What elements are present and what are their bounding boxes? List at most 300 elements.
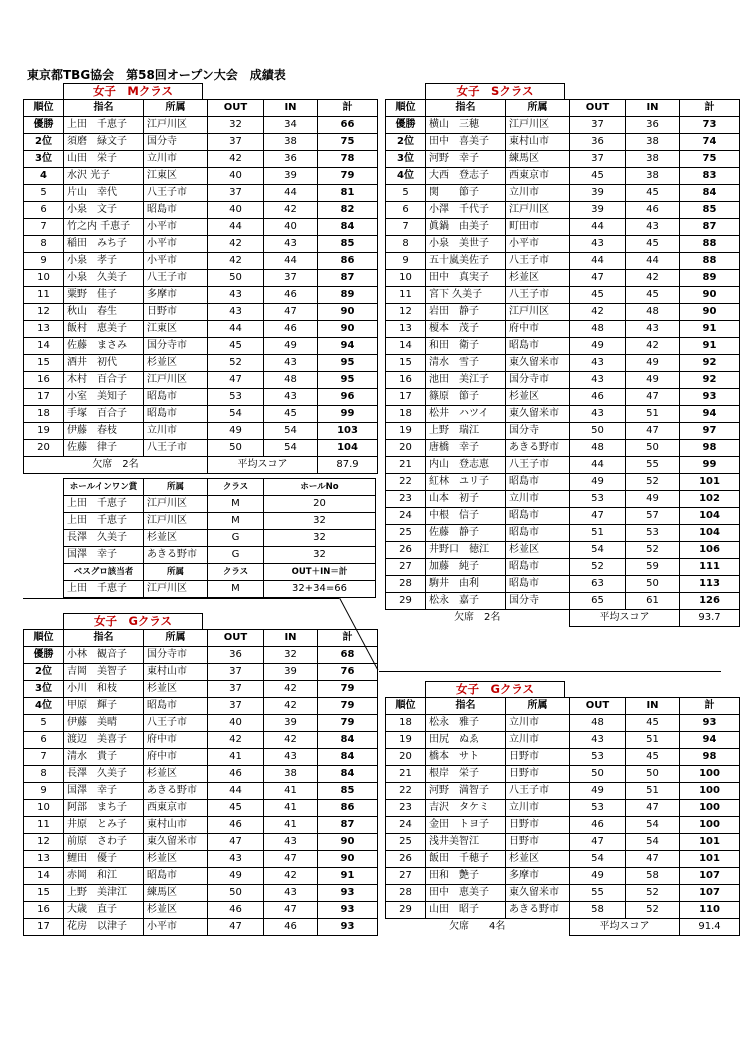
rank-cell: 18 <box>24 406 64 423</box>
name-cell: 伊藤 美晴 <box>64 715 144 732</box>
table-row <box>386 749 740 766</box>
affiliation-cell: 杉並区 <box>144 902 208 919</box>
name-cell: 紅林 ユリ子 <box>426 474 506 491</box>
affiliation-cell: 昭島市 <box>144 868 208 885</box>
out-cell: 43 <box>570 372 626 389</box>
rank-cell: 5 <box>386 185 426 202</box>
in-cell: 53 <box>626 525 680 542</box>
name-cell: 佐藤 静子 <box>426 525 506 542</box>
class-cell: M <box>208 496 264 513</box>
rank-cell: 21 <box>386 457 426 474</box>
affiliation-cell: 小平市 <box>144 219 208 236</box>
total-cell: 84 <box>318 219 378 236</box>
total-cell: 94 <box>680 406 740 423</box>
name-cell: 河野 満智子 <box>426 783 506 800</box>
affiliation-cell: 国分寺市 <box>144 647 208 664</box>
name-cell: 松井 ハツイ <box>426 406 506 423</box>
name-cell: 山田 栄子 <box>64 151 144 168</box>
g-class-cont-label: 女子 Gクラス <box>425 681 565 697</box>
table-row <box>24 321 378 338</box>
affiliation-cell: あきる野市 <box>144 547 208 564</box>
total-cell: 93 <box>318 919 378 936</box>
column-header: 計 <box>318 630 378 647</box>
out-cell: 65 <box>570 593 626 610</box>
name-cell: 上野 瑞江 <box>426 423 506 440</box>
name-cell: 佐藤 まさみ <box>64 338 144 355</box>
total-cell: 85 <box>318 783 378 800</box>
affiliation-cell: 国分寺 <box>144 134 208 151</box>
out-cell: 54 <box>570 542 626 559</box>
in-cell: 52 <box>626 474 680 491</box>
m-class-section <box>23 99 378 474</box>
total-cell: 113 <box>680 576 740 593</box>
name-cell: 甲原 輝子 <box>64 698 144 715</box>
out-cell: 45 <box>208 800 264 817</box>
name-cell: 河野 幸子 <box>426 151 506 168</box>
name-cell: 吉岡 美智子 <box>64 664 144 681</box>
rank-cell: 17 <box>386 389 426 406</box>
total-cell: 98 <box>680 749 740 766</box>
name-cell: 須磨 緑文子 <box>64 134 144 151</box>
out-cell: 53 <box>570 800 626 817</box>
rank-cell: 29 <box>386 593 426 610</box>
affiliation-cell: 練馬区 <box>506 151 570 168</box>
out-cell: 53 <box>570 749 626 766</box>
table-row <box>386 440 740 457</box>
out-cell: 37 <box>208 698 264 715</box>
name-cell: 松永 嘉子 <box>426 593 506 610</box>
in-cell: 43 <box>264 885 318 902</box>
name-cell: 山田 昭子 <box>426 902 506 919</box>
out-cell: 43 <box>570 732 626 749</box>
summary-row <box>24 457 378 474</box>
in-cell: 48 <box>264 372 318 389</box>
out-cell: 39 <box>570 202 626 219</box>
rank-cell: 25 <box>386 525 426 542</box>
out-cell: 50 <box>208 885 264 902</box>
table-row <box>386 406 740 423</box>
in-cell: 46 <box>264 287 318 304</box>
table-row <box>24 732 378 749</box>
in-cell: 43 <box>264 749 318 766</box>
name-cell: 飯村 恵美子 <box>64 321 144 338</box>
rank-cell: 19 <box>386 423 426 440</box>
table-row <box>24 423 378 440</box>
in-cell: 44 <box>264 185 318 202</box>
name-cell: 上田 千恵子 <box>64 117 144 134</box>
total-cell: 79 <box>318 698 378 715</box>
name-cell: 長澤 久美子 <box>64 766 144 783</box>
in-cell: 61 <box>626 593 680 610</box>
column-header: 計 <box>680 698 740 715</box>
rank-cell: 19 <box>386 732 426 749</box>
affiliation-cell: 国分寺市 <box>506 372 570 389</box>
name-cell: 内山 登志恵 <box>426 457 506 474</box>
name-cell: 木村 百合子 <box>64 372 144 389</box>
in-cell: 52 <box>626 885 680 902</box>
table-row <box>24 304 378 321</box>
in-cell: 47 <box>264 902 318 919</box>
out-cell: 48 <box>570 321 626 338</box>
table-row <box>24 270 378 287</box>
rank-cell: 21 <box>386 766 426 783</box>
affiliation-cell: 杉並区 <box>144 530 208 547</box>
out-cell: 53 <box>208 389 264 406</box>
total-cell: 94 <box>680 732 740 749</box>
affiliation-cell: 立川市 <box>506 800 570 817</box>
name-cell: 加藤 純子 <box>426 559 506 576</box>
name-cell: 花房 以津子 <box>64 919 144 936</box>
rank-cell: 5 <box>24 185 64 202</box>
in-cell: 57 <box>626 508 680 525</box>
in-cell: 36 <box>626 117 680 134</box>
table-row <box>386 236 740 253</box>
rank-cell: 7 <box>24 749 64 766</box>
affiliation-cell: 江戸川区 <box>144 117 208 134</box>
in-cell: 41 <box>264 783 318 800</box>
column-header: 所属 <box>506 698 570 715</box>
column-header: IN <box>264 100 318 117</box>
in-cell: 47 <box>626 851 680 868</box>
total-cell: 81 <box>318 185 378 202</box>
column-header: 指名 <box>426 100 506 117</box>
affiliation-cell: 江戸川区 <box>506 304 570 321</box>
rank-cell: 5 <box>24 715 64 732</box>
g-class-label: 女子 Gクラス <box>63 613 203 629</box>
affiliation-cell: あきる野市 <box>506 440 570 457</box>
in-cell: 54 <box>264 423 318 440</box>
column-header: OUT <box>570 100 626 117</box>
rank-cell: 優勝 <box>24 647 64 664</box>
total-cell: 107 <box>680 885 740 902</box>
column-header: 順位 <box>386 100 426 117</box>
total-cell: 102 <box>680 491 740 508</box>
total-cell: 92 <box>680 355 740 372</box>
column-header: 所属 <box>506 100 570 117</box>
out-cell: 40 <box>208 168 264 185</box>
table-row <box>24 389 378 406</box>
in-cell: 38 <box>264 766 318 783</box>
absent-count: 欠席 4名 <box>449 921 506 933</box>
table-row <box>24 236 378 253</box>
affiliation-cell: 東村山市 <box>506 134 570 151</box>
in-cell: 38 <box>626 151 680 168</box>
class-cell: M <box>208 581 264 598</box>
total-cell: 86 <box>318 253 378 270</box>
rank-cell: 25 <box>386 834 426 851</box>
out-cell: 43 <box>570 355 626 372</box>
total-cell: 104 <box>680 508 740 525</box>
out-cell: 50 <box>570 766 626 783</box>
name-cell: 根岸 栄子 <box>426 766 506 783</box>
rank-cell: 11 <box>24 817 64 834</box>
total-cell: 86 <box>318 800 378 817</box>
in-cell: 50 <box>626 440 680 457</box>
column-header: 順位 <box>386 698 426 715</box>
total-cell: 87 <box>680 219 740 236</box>
out-cell: 47 <box>570 834 626 851</box>
out-cell: 40 <box>208 715 264 732</box>
name-cell: 小泉 美世子 <box>426 236 506 253</box>
in-cell: 58 <box>626 868 680 885</box>
out-cell: 49 <box>570 868 626 885</box>
in-cell: 51 <box>626 732 680 749</box>
rank-cell: 15 <box>386 355 426 372</box>
rank-cell: 2位 <box>24 134 64 151</box>
out-cell: 47 <box>570 508 626 525</box>
table-row <box>24 219 378 236</box>
rank-cell: 28 <box>386 885 426 902</box>
table-row <box>24 868 378 885</box>
total-cell: 94 <box>318 338 378 355</box>
in-cell: 42 <box>626 270 680 287</box>
name-cell: 小林 観音子 <box>64 647 144 664</box>
in-cell: 49 <box>626 355 680 372</box>
name-cell: 関 節子 <box>426 185 506 202</box>
total-cell: 97 <box>680 423 740 440</box>
table-row <box>386 800 740 817</box>
rank-cell: 10 <box>386 270 426 287</box>
table-row <box>386 117 740 134</box>
hole-in-one-row <box>64 496 376 513</box>
total-cell: 84 <box>318 732 378 749</box>
total-cell: 101 <box>680 834 740 851</box>
rank-cell: 17 <box>24 389 64 406</box>
total-cell: 100 <box>680 817 740 834</box>
out-cell: 50 <box>208 440 264 457</box>
average-label: 平均スコア <box>208 457 318 474</box>
in-cell: 36 <box>264 151 318 168</box>
divider-line-horizontal-right <box>379 671 721 672</box>
name-cell: 酒井 初代 <box>64 355 144 372</box>
total-cell: 100 <box>680 783 740 800</box>
name-cell: 田中 恵美子 <box>426 885 506 902</box>
out-cell: 52 <box>570 559 626 576</box>
table-row <box>386 817 740 834</box>
out-cell: 44 <box>570 457 626 474</box>
in-cell: 45 <box>626 236 680 253</box>
rank-cell: 12 <box>386 304 426 321</box>
table-row <box>386 834 740 851</box>
rank-cell: 3位 <box>386 151 426 168</box>
rank-cell: 16 <box>386 372 426 389</box>
affiliation-cell: 小平市 <box>144 919 208 936</box>
table-row <box>24 134 378 151</box>
table-row <box>24 834 378 851</box>
out-cell: 47 <box>208 834 264 851</box>
name-cell: 浅井美智江 <box>426 834 506 851</box>
total-cell: 100 <box>680 766 740 783</box>
name-cell: 阿部 まち子 <box>64 800 144 817</box>
column-header: OUT <box>208 630 264 647</box>
out-cell: 52 <box>208 355 264 372</box>
rank-cell: 22 <box>386 474 426 491</box>
name-cell: 岩田 静子 <box>426 304 506 321</box>
in-cell: 39 <box>264 715 318 732</box>
in-cell: 49 <box>626 491 680 508</box>
name-cell: 国澤 幸子 <box>64 783 144 800</box>
rank-cell: 7 <box>24 219 64 236</box>
total-cell: 99 <box>680 457 740 474</box>
affiliation-cell: 日野市 <box>144 304 208 321</box>
out-cell: 51 <box>570 525 626 542</box>
out-cell: 43 <box>570 406 626 423</box>
table-row <box>24 151 378 168</box>
table-row <box>24 919 378 936</box>
table-row <box>386 253 740 270</box>
name-cell: 唐橋 幸子 <box>426 440 506 457</box>
out-cell: 40 <box>208 202 264 219</box>
affiliation-cell: 東村山市 <box>144 664 208 681</box>
rank-cell: 27 <box>386 868 426 885</box>
name-cell: 稲田 みち子 <box>64 236 144 253</box>
out-cell: 41 <box>208 749 264 766</box>
hole-number-cell: 32 <box>264 530 376 547</box>
affiliation-cell: 小平市 <box>506 236 570 253</box>
table-row <box>386 559 740 576</box>
in-cell: 59 <box>626 559 680 576</box>
column-header: IN <box>626 698 680 715</box>
table-row <box>386 885 740 902</box>
total-cell: 93 <box>680 389 740 406</box>
out-cell: 42 <box>208 253 264 270</box>
class-cell: M <box>208 513 264 530</box>
affiliation-cell: 東久留米市 <box>506 355 570 372</box>
affiliation-cell: 杉並区 <box>506 542 570 559</box>
table-row <box>24 698 378 715</box>
total-cell: 107 <box>680 868 740 885</box>
total-cell: 88 <box>680 236 740 253</box>
table-row <box>386 715 740 732</box>
rank-cell: 7 <box>386 219 426 236</box>
name-cell: 横山 三穂 <box>426 117 506 134</box>
affiliation-cell: 町田市 <box>506 219 570 236</box>
hole-in-one-row <box>64 547 376 564</box>
name-cell: 田尻 ぬゑ <box>426 732 506 749</box>
in-cell: 42 <box>264 202 318 219</box>
name-cell: 小泉 孝子 <box>64 253 144 270</box>
out-cell: 47 <box>570 270 626 287</box>
g-class-table <box>23 629 378 936</box>
rank-cell: 8 <box>24 236 64 253</box>
out-cell: 45 <box>570 168 626 185</box>
awards-column-header: 所属 <box>144 479 208 496</box>
in-cell: 52 <box>626 542 680 559</box>
table-row <box>386 902 740 919</box>
affiliation-cell: 多摩市 <box>144 287 208 304</box>
name-cell: 飯田 千穂子 <box>426 851 506 868</box>
out-cell: 43 <box>208 304 264 321</box>
name-cell: 松永 雅子 <box>426 715 506 732</box>
out-cell: 54 <box>570 851 626 868</box>
hole-in-one-row <box>64 513 376 530</box>
total-cell: 90 <box>318 304 378 321</box>
rank-cell: 15 <box>24 355 64 372</box>
g-class-cont-table <box>385 697 740 936</box>
affiliation-cell: 昭島市 <box>506 508 570 525</box>
name-cell: 田中 真実子 <box>426 270 506 287</box>
affiliation-cell: 府中市 <box>144 749 208 766</box>
affiliation-cell: 杉並区 <box>144 851 208 868</box>
in-cell: 49 <box>626 372 680 389</box>
total-cell: 88 <box>680 253 740 270</box>
table-row <box>386 372 740 389</box>
rank-cell: 6 <box>386 202 426 219</box>
total-cell: 100 <box>680 800 740 817</box>
in-cell: 41 <box>264 800 318 817</box>
affiliation-cell: 立川市 <box>506 185 570 202</box>
rank-cell: 16 <box>24 372 64 389</box>
page-title: 東京都TBG協会 第58回オープン大会 成績表 <box>27 68 286 82</box>
s-class-label: 女子 Sクラス <box>425 83 565 99</box>
out-cell: 37 <box>208 185 264 202</box>
total-cell: 95 <box>318 355 378 372</box>
rank-cell: 6 <box>24 732 64 749</box>
affiliation-cell: 東久留米市 <box>144 834 208 851</box>
rank-cell: 13 <box>24 851 64 868</box>
table-row <box>24 338 378 355</box>
in-cell: 41 <box>264 817 318 834</box>
total-cell: 104 <box>680 525 740 542</box>
rank-cell: 10 <box>24 270 64 287</box>
awards-section <box>63 478 376 598</box>
in-cell: 43 <box>626 219 680 236</box>
in-cell: 47 <box>626 800 680 817</box>
table-row <box>386 202 740 219</box>
table-row <box>24 406 378 423</box>
affiliation-cell: 日野市 <box>506 749 570 766</box>
name-cell: 小泉 久美子 <box>64 270 144 287</box>
affiliation-cell: 小平市 <box>144 236 208 253</box>
column-header: 指名 <box>426 698 506 715</box>
table-row <box>386 321 740 338</box>
in-cell: 43 <box>264 355 318 372</box>
rank-cell: 8 <box>24 766 64 783</box>
awards-column-header: 所属 <box>144 564 208 581</box>
rank-cell: 18 <box>386 715 426 732</box>
affiliation-cell: 昭島市 <box>506 338 570 355</box>
total-cell: 98 <box>680 440 740 457</box>
rank-cell: 11 <box>24 287 64 304</box>
out-cell: 44 <box>570 253 626 270</box>
name-cell: 金田 トヨ子 <box>426 817 506 834</box>
awards-header-row <box>64 564 376 581</box>
rank-cell: 20 <box>24 440 64 457</box>
table-row <box>386 304 740 321</box>
out-cell: 49 <box>208 868 264 885</box>
name-cell: 大歳 直子 <box>64 902 144 919</box>
table-row <box>24 783 378 800</box>
affiliation-cell: 江戸川区 <box>144 372 208 389</box>
rank-cell: 29 <box>386 902 426 919</box>
affiliation-cell: 小平市 <box>144 253 208 270</box>
out-cell: 50 <box>208 270 264 287</box>
affiliation-cell: 江戸川区 <box>144 496 208 513</box>
column-header: 計 <box>680 100 740 117</box>
total-cell: 90 <box>680 287 740 304</box>
total-cell: 74 <box>680 134 740 151</box>
name-cell: 上田 千恵子 <box>64 496 144 513</box>
name-cell: 池田 美江子 <box>426 372 506 389</box>
awards-column-header: クラス <box>208 564 264 581</box>
affiliation-cell: 江戸川区 <box>144 513 208 530</box>
in-cell: 45 <box>264 406 318 423</box>
name-cell: 長澤 久美子 <box>64 530 144 547</box>
in-cell: 50 <box>626 766 680 783</box>
in-cell: 45 <box>626 749 680 766</box>
rank-cell: 23 <box>386 491 426 508</box>
out-cell: 48 <box>570 440 626 457</box>
